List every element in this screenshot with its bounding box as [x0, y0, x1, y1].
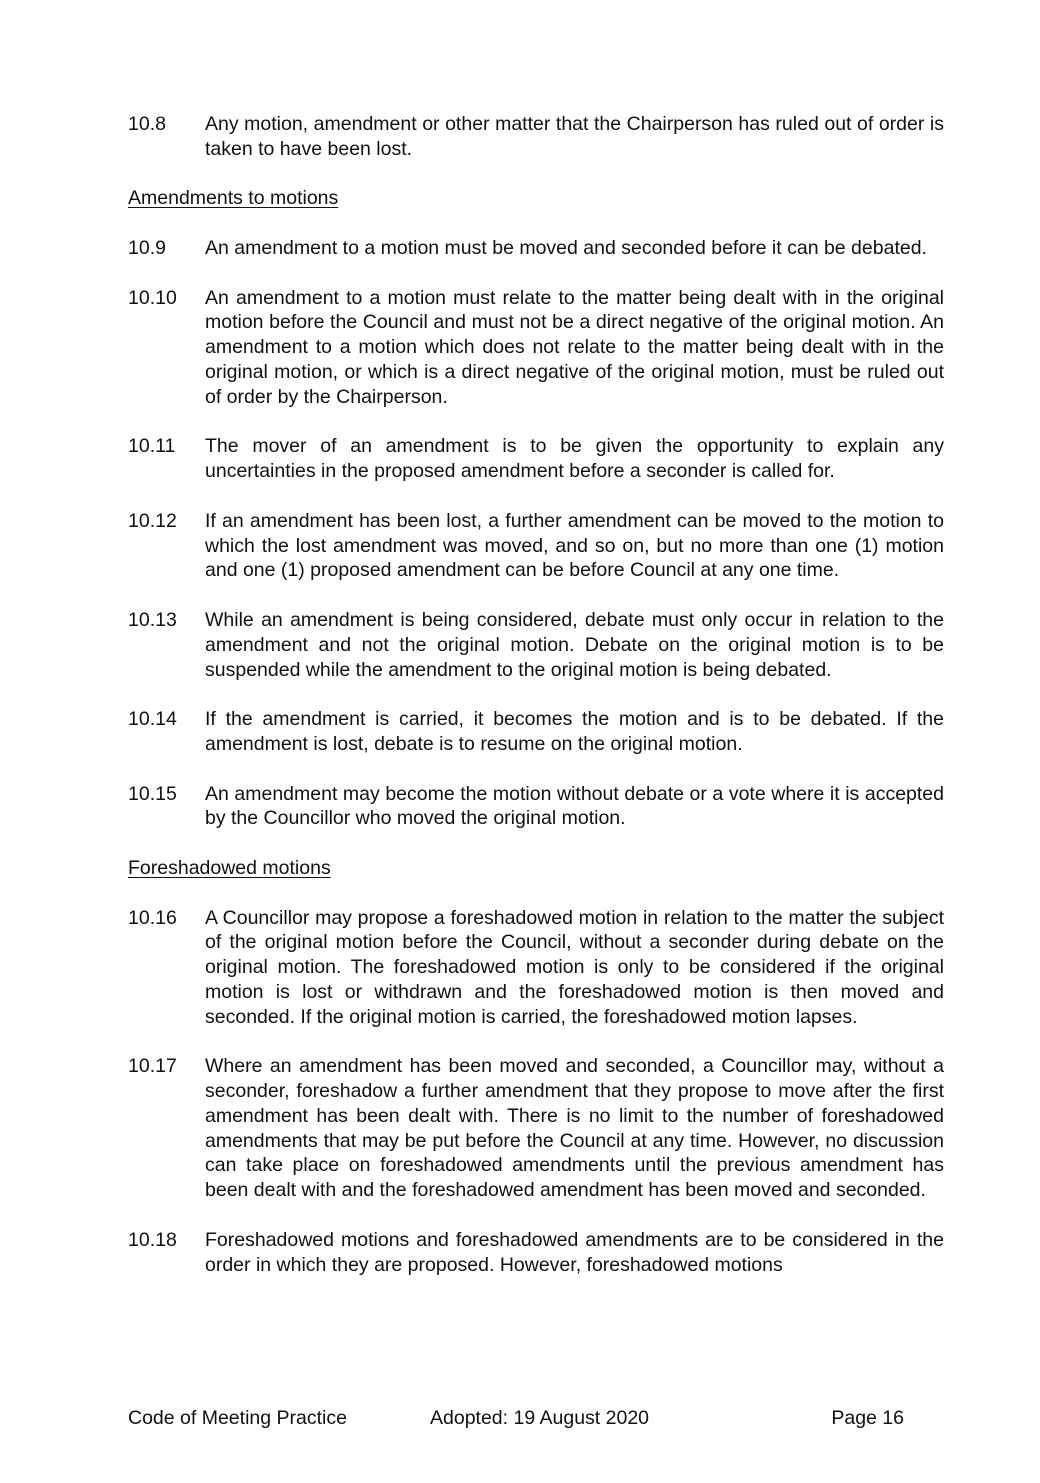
- clause-number: 10.16: [128, 906, 177, 929]
- clause-10-14: [128, 707, 944, 757]
- clause-10-15: [128, 782, 944, 832]
- clause-10-10: [128, 286, 944, 410]
- clause-text: An amendment to a motion must be moved and seconded before it can be debated.: [205, 236, 927, 259]
- clause-text: A Councillor may propose a foreshadowed motion in relation to the matter the subject of the original motion before the Council, without a seconder during debate on the original motion. The foreshadowed motion is only to be considered if the original motion is lost or withdrawn and the foreshadowed motion is then moved and seconded. If the original motion is carried, the foreshadowed motion lapses.: [205, 906, 944, 1028]
- clause-number: 10.13: [128, 608, 177, 631]
- clause-number: 10.10: [128, 286, 177, 309]
- footer-document-title: Code of Meeting Practice: [128, 1407, 347, 1429]
- clause-10-18: [128, 1228, 944, 1278]
- clause-10-13: [128, 608, 944, 682]
- clause-number: 10.17: [128, 1055, 177, 1078]
- clause-text: While an amendment is being considered, debate must only occur in relation to the amendment and not the original motion. Debate on the original motion is to be suspended while the amendment to the original motion is being debated.: [205, 608, 944, 681]
- clause-text: If the amendment is carried, it becomes the motion and is to be debated. If the amendment is lost, debate is to resume on the original motion.: [205, 708, 944, 755]
- clause-text: An amendment to a motion must relate to the matter being dealt with in the original motion before the Council and must not be a direct negative of the original motion. An amendment to a motion which does not relate to the matter being dealt with in the original motion, or which is a direct negative of the original motion, must be ruled out of order by the Chairperson.: [205, 286, 944, 408]
- clause-10-17: [128, 1054, 944, 1203]
- clause-text: If an amendment has been lost, a further amendment can be moved to the motion to which the lost amendment was moved, and so on, but no more than one (1) motion and one (1) proposed amendment can be before Council at any one time.: [205, 509, 944, 582]
- document-body: [128, 112, 944, 1302]
- clause-10-11: [128, 434, 944, 484]
- clause-text: Foreshadowed motions and foreshadowed amendments are to be considered in the order in which they are proposed. However, foreshadowed motions: [205, 1228, 944, 1276]
- clause-10-16: [128, 906, 944, 1030]
- clause-number: 10.15: [128, 782, 177, 805]
- clause-text: The mover of an amendment is to be given the opportunity to explain any uncertainties in the proposed amendment before a seconder is called for.: [205, 435, 944, 483]
- clause-number: 10.11: [128, 435, 176, 458]
- footer-adopted-date: Adopted: 19 August 2020: [430, 1407, 650, 1429]
- clause-number: 10.8: [128, 113, 166, 135]
- clause-10-9: [128, 236, 944, 261]
- section-heading-foreshadowed: Foreshadowed motions: [128, 856, 331, 879]
- clause-text: Where an amendment has been moved and seconded, a Councillor may, without a seconder, foreshadow a further amendment that they propose to move after the first amendment has been dealt with. There is no limit to the number of foreshadowed amendments that may be put before the Council at any time. However, no discussion can take place on foreshadowed amendments until the previous amendment has been dealt with and the foreshadowed amendment has been moved and seconded.: [205, 1055, 944, 1202]
- page-footer: [128, 1406, 904, 1430]
- clause-number: 10.12: [128, 509, 177, 532]
- clause-text: Any motion, amendment or other matter that the Chairperson has ruled out of order is taken to have been lost.: [205, 113, 944, 160]
- clause-number: 10.18: [128, 1228, 177, 1251]
- section-heading-amendments: Amendments to motions: [128, 187, 339, 210]
- footer-page-number: Page 16: [831, 1407, 904, 1429]
- clause-number: 10.9: [128, 236, 166, 259]
- clause-text: An amendment may become the motion without debate or a vote where it is accepted by the Councillor who moved the original motion.: [205, 782, 944, 830]
- clause-10-8: [128, 112, 944, 162]
- clause-number: 10.14: [128, 708, 177, 731]
- clause-10-12: [128, 509, 944, 583]
